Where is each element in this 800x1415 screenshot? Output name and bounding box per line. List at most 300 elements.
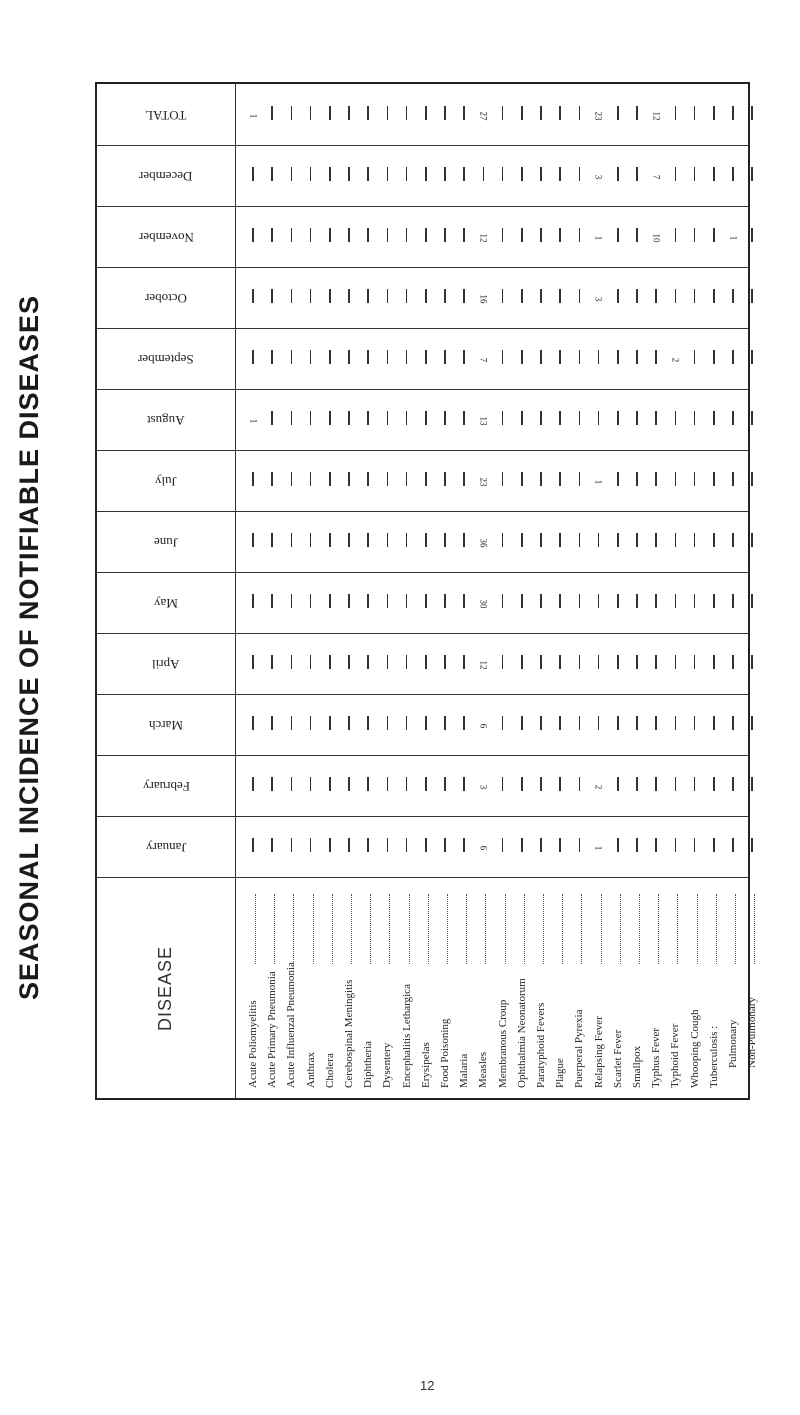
cell-january-16 [554,838,566,857]
nil-dash [463,716,465,730]
nil-dash [387,350,389,364]
nil-dash [329,716,331,730]
cell-december-14 [516,167,528,186]
nil-dash [713,594,715,608]
cell-march-2 [285,716,297,735]
month-label-text: TOTAL [145,107,187,123]
month-label-text: January [145,839,187,855]
cell-september-14 [516,350,528,369]
cell-april-15 [535,655,547,674]
cell-total-19 [612,106,624,125]
nil-dash [348,533,350,547]
cell-august-7 [381,411,393,430]
nil-dash [387,594,389,608]
nil-dash [751,533,753,547]
nil-dash [387,777,389,791]
cell-february-15 [535,777,547,796]
cell-may-20 [631,594,643,613]
cell-march-18 [593,716,605,735]
nil-dash [387,167,389,181]
cell-november-21 [650,228,662,246]
cell-april-9 [420,655,432,674]
cell-june-2 [285,533,297,552]
cell-june-4 [324,533,336,552]
nil-dash [636,533,638,547]
dot-leader [697,894,700,964]
dot-leader [370,894,373,964]
cell-november-13 [497,228,509,247]
nil-dash [367,228,369,242]
nil-dash [655,655,657,669]
nil-dash [732,838,734,852]
nil-dash [291,350,293,364]
nil-dash [655,838,657,852]
cell-june-9 [420,533,432,552]
cell-april-3 [305,655,317,674]
cell-march-4 [324,716,336,735]
nil-dash [521,167,523,181]
cell-september-16 [554,350,566,369]
cell-value: 3 [478,784,489,790]
nil-dash [502,350,504,364]
cell-may-24 [708,594,720,613]
cell-february-11 [458,777,470,796]
cell-value: 27 [478,111,489,121]
cell-february-22 [669,777,681,796]
cell-november-7 [381,228,393,247]
nil-dash [617,350,619,364]
nil-dash [367,655,369,669]
cell-october-18 [593,289,605,307]
nil-dash [579,716,581,730]
cell-october-7 [381,289,393,308]
cell-december-21 [650,167,662,185]
disease-name: Encephalitis Lethargica [400,984,413,1088]
month-label-december [97,145,235,206]
cell-april-13 [497,655,509,674]
cell-november-10 [439,228,451,247]
cell-december-7 [381,167,393,186]
nil-dash [675,594,677,608]
cell-december-0 [247,167,259,186]
nil-dash [636,838,638,852]
cell-december-22 [669,167,681,186]
cell-july-6 [362,472,374,491]
cell-july-18 [593,472,605,490]
nil-dash [655,777,657,791]
cell-march-12 [477,716,489,734]
nil-dash [732,472,734,486]
dot-leader [351,894,354,964]
nil-dash [559,716,561,730]
cell-october-23 [689,289,701,308]
cell-august-24 [708,411,720,430]
cell-september-26 [746,350,758,369]
nil-dash [655,289,657,303]
nil-dash [271,289,273,303]
disease-name: Puerperal Pyrexia [573,1009,586,1088]
cell-april-24 [708,655,720,674]
disease-name: Erysipelas [419,1042,432,1088]
nil-dash [425,167,427,181]
cell-july-26 [746,472,758,491]
cell-october-0 [247,289,259,308]
nil-dash [675,472,677,486]
nil-dash [617,655,619,669]
cell-october-6 [362,289,374,308]
cell-august-18 [593,411,605,430]
disease-name: Measles [477,1051,490,1088]
nil-dash [675,777,677,791]
cell-november-23 [689,228,701,247]
cell-june-0 [247,533,259,552]
cell-may-8 [401,594,413,613]
dot-leader [313,894,316,964]
cell-october-12 [477,289,489,307]
nil-dash [406,350,408,364]
cell-november-5 [343,228,355,247]
cell-march-1 [266,716,278,735]
cell-may-12 [477,594,489,612]
nil-dash [387,472,389,486]
nil-dash [598,411,600,425]
cell-total-8 [401,106,413,125]
nil-dash [617,777,619,791]
nil-dash [521,594,523,608]
cell-january-2 [285,838,297,857]
nil-dash [751,411,753,425]
cell-value: 7 [478,357,489,363]
cell-january-12 [477,838,489,856]
cell-october-9 [420,289,432,308]
dot-leader [716,894,719,964]
nil-dash [598,533,600,547]
cell-april-4 [324,655,336,674]
nil-dash [406,289,408,303]
nil-dash [252,289,254,303]
cell-september-18 [593,350,605,369]
cell-june-3 [305,533,317,552]
cell-august-3 [305,411,317,430]
nil-dash [329,655,331,669]
nil-dash [655,411,657,425]
cell-march-14 [516,716,528,735]
cell-value: 36 [478,538,489,548]
nil-dash [425,228,427,242]
nil-dash [444,350,446,364]
nil-dash [348,838,350,852]
cell-total-13 [497,106,509,125]
cell-august-15 [535,411,547,430]
cell-may-22 [669,594,681,613]
nil-dash [367,289,369,303]
nil-dash [713,167,715,181]
cell-august-26 [746,411,758,430]
cell-january-17 [573,838,585,857]
cell-july-22 [669,472,681,491]
nil-dash [521,228,523,242]
cell-may-4 [324,594,336,613]
nil-dash [406,228,408,242]
nil-dash [291,838,293,852]
cell-october-14 [516,289,528,308]
cell-october-22 [669,289,681,308]
nil-dash [463,594,465,608]
month-label-april [97,633,235,694]
cell-july-10 [439,472,451,491]
cell-july-5 [343,472,355,491]
nil-dash [694,472,696,486]
cell-february-25 [727,777,739,796]
cell-value: 12 [478,660,489,670]
cell-november-3 [305,228,317,247]
cell-value: 1 [248,418,258,424]
cell-june-25 [727,533,739,552]
nil-dash [636,350,638,364]
cell-april-25 [727,655,739,674]
nil-dash [387,716,389,730]
nil-dash [329,838,331,852]
nil-dash [713,838,715,852]
month-label-march [97,694,235,755]
nil-dash [348,716,350,730]
cell-june-11 [458,533,470,552]
nil-dash [329,411,331,425]
nil-dash [655,594,657,608]
nil-dash [252,228,254,242]
nil-dash [636,716,638,730]
cell-december-26 [746,167,758,186]
cell-september-15 [535,350,547,369]
cell-november-15 [535,228,547,247]
nil-dash [559,411,561,425]
nil-dash [348,411,350,425]
nil-dash [463,838,465,852]
nil-dash [310,106,312,120]
nil-dash [559,350,561,364]
nil-dash [291,716,293,730]
nil-dash [732,594,734,608]
cell-november-20 [631,228,643,247]
cell-june-18 [593,533,605,552]
cell-april-26 [746,655,758,674]
nil-dash [559,106,561,120]
cell-august-25 [727,411,739,430]
dot-leader [293,894,296,964]
nil-dash [502,838,504,852]
dot-leader [639,894,642,964]
nil-dash [291,411,293,425]
dot-leader [332,894,335,964]
nil-dash [348,167,350,181]
cell-total-9 [420,106,432,125]
nil-dash [329,777,331,791]
cell-march-24 [708,716,720,735]
disease-name: Acute Primary Pneumonia [266,971,279,1088]
nil-dash [617,106,619,120]
nil-dash [367,533,369,547]
cell-august-19 [612,411,624,430]
cell-total-26 [746,106,758,125]
cell-february-16 [554,777,566,796]
cell-december-12 [477,167,489,186]
month-label-september [97,328,235,389]
cell-september-0 [247,350,259,369]
nil-dash [444,167,446,181]
nil-dash [579,411,581,425]
nil-dash [310,167,312,181]
nil-dash [329,350,331,364]
cell-june-1 [266,533,278,552]
cell-april-8 [401,655,413,674]
nil-dash [713,533,715,547]
cell-january-13 [497,838,509,857]
nil-dash [463,655,465,669]
cell-july-8 [401,472,413,491]
cell-july-11 [458,472,470,491]
nil-dash [502,533,504,547]
cell-february-21 [650,777,662,796]
cell-july-7 [381,472,393,491]
cell-value: 1 [248,113,258,119]
month-label-text: July [155,473,177,489]
nil-dash [387,106,389,120]
cell-december-8 [401,167,413,186]
cell-october-20 [631,289,643,308]
cell-january-19 [612,838,624,857]
nil-dash [636,594,638,608]
cell-december-2 [285,167,297,186]
nil-dash [271,411,273,425]
column-divider [235,84,236,1098]
cell-september-19 [612,350,624,369]
cell-july-2 [285,472,297,491]
cell-june-23 [689,533,701,552]
nil-dash [387,411,389,425]
nil-dash [425,472,427,486]
cell-october-21 [650,289,662,308]
cell-november-24 [708,228,720,247]
cell-june-14 [516,533,528,552]
cell-july-12 [477,472,489,490]
nil-dash [732,411,734,425]
nil-dash [675,167,677,181]
month-label-text: March [149,717,183,733]
cell-october-10 [439,289,451,308]
cell-october-3 [305,289,317,308]
cell-december-16 [554,167,566,186]
cell-value: 30 [478,599,489,609]
cell-june-26 [746,533,758,552]
dot-leader [447,894,450,964]
nil-dash [329,228,331,242]
nil-dash [751,228,753,242]
nil-dash [271,594,273,608]
month-label-october [97,267,235,328]
cell-september-10 [439,350,451,369]
disease-name: Malaria [458,1053,471,1088]
cell-may-18 [593,594,605,613]
cell-august-21 [650,411,662,430]
month-label-text: May [154,595,178,611]
nil-dash [425,716,427,730]
cell-march-26 [746,716,758,735]
cell-february-6 [362,777,374,796]
cell-july-21 [650,472,662,491]
cell-june-12 [477,533,489,551]
cell-value: 16 [478,294,489,304]
nil-dash [694,411,696,425]
cell-october-8 [401,289,413,308]
cell-december-4 [324,167,336,186]
cell-august-11 [458,411,470,430]
nil-dash [406,472,408,486]
cell-january-11 [458,838,470,857]
cell-september-8 [401,350,413,369]
cell-november-9 [420,228,432,247]
cell-september-6 [362,350,374,369]
cell-november-8 [401,228,413,247]
dot-leader [485,894,488,964]
disease-name: Membranous Croup [496,999,509,1088]
nil-dash [444,655,446,669]
cell-january-5 [343,838,355,857]
nil-dash [540,716,542,730]
cell-february-24 [708,777,720,796]
cell-june-17 [573,533,585,552]
nil-dash [425,655,427,669]
disease-name: Non-Pulmonary [746,997,759,1068]
cell-april-20 [631,655,643,674]
cell-july-20 [631,472,643,491]
cell-november-6 [362,228,374,247]
cell-june-16 [554,533,566,552]
nil-dash [559,228,561,242]
cell-january-9 [420,838,432,857]
cell-january-15 [535,838,547,857]
seasonal-incidence-table [95,82,759,1100]
nil-dash [713,411,715,425]
cell-april-2 [285,655,297,674]
nil-dash [348,594,350,608]
nil-dash [713,472,715,486]
nil-dash [329,594,331,608]
cell-march-0 [247,716,259,735]
cell-february-5 [343,777,355,796]
cell-february-0 [247,777,259,796]
cell-may-0 [247,594,259,613]
cell-april-17 [573,655,585,674]
cell-january-25 [727,838,739,857]
cell-march-7 [381,716,393,735]
cell-december-18 [593,167,605,185]
nil-dash [502,716,504,730]
month-label-text: October [145,290,187,306]
nil-dash [291,289,293,303]
cell-december-23 [689,167,701,186]
nil-dash [540,594,542,608]
cell-september-17 [573,350,585,369]
cell-march-16 [554,716,566,735]
cell-january-8 [401,838,413,857]
nil-dash [502,594,504,608]
nil-dash [732,716,734,730]
cell-february-23 [689,777,701,796]
nil-dash [502,106,504,120]
nil-dash [751,838,753,852]
cell-december-19 [612,167,624,186]
cell-august-14 [516,411,528,430]
